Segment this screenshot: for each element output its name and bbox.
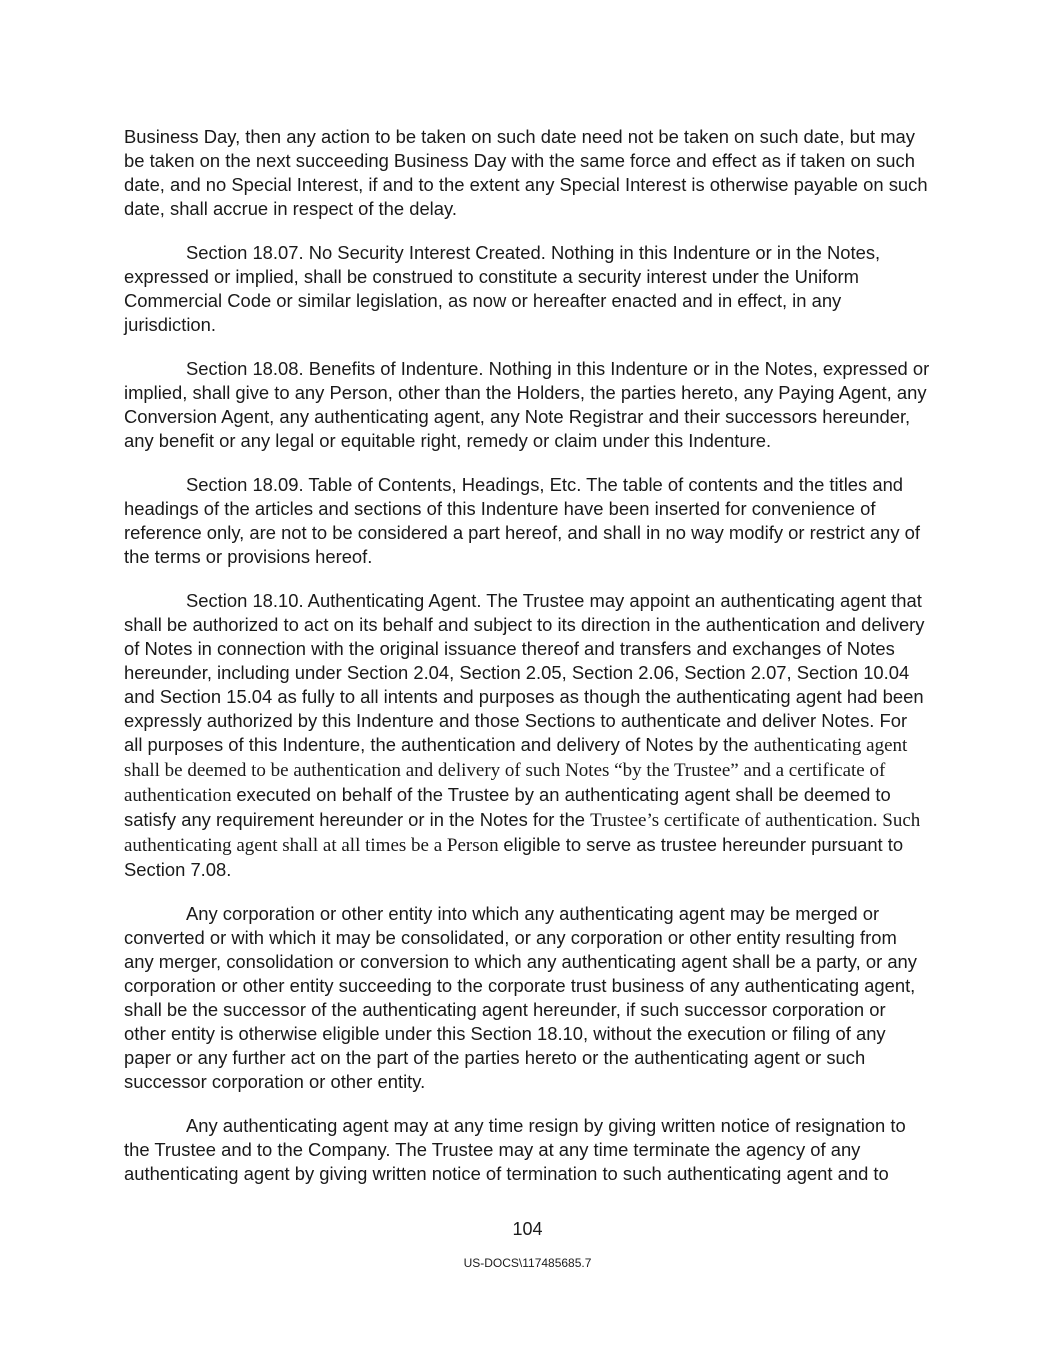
paragraph-section-18-08: Section 18.08. Benefits of Indenture. Nothing in this Indenture or in the Notes, expressed or implied, shall give to any Person, other than the Holders, the parties hereto, any Paying Agent, any Conversion Agent, any authenticating agent, any Note Registrar and their successors hereunder, any benefit or any legal or equitable right, remedy or claim under this Indenture. [124, 358, 930, 451]
segment-sans-1: Section 18.10. Authenticating Agent. The Trustee may appoint an authenticating agent that shall be authorized to act on its behalf and subject to its direction in the authentication and delivery of Notes in connection with the original issuance thereof and transfers and exchanges of Notes hereunder, including under Section 2.04, Section 2.05, Section 2.06, Section 2.07, Section 10.04 and Section 15.04 as fully to all intents and purposes as though the authenticating agent had been expressly authorized by this Indenture and those Sections to authenticate and deliver Notes. For all purposes of this Indenture, the authentication and delivery of Notes by the [124, 590, 925, 755]
segment-serif-2: Trustee’s certificate of authentication. Such authenticating agent shall at all times be a Person [124, 810, 921, 856]
document-id: US-DOCS\117485685.7 [463, 1256, 592, 1270]
body-text [124, 125, 930, 1206]
paragraph-section-18-09: Section 18.09. Table of Contents, Headings, Etc. The table of contents and the titles and headings of the articles and sections of this Indenture have been inserted for convenience of reference only, are not to be considered a part hereof, and shall in no way modify or restrict any of the terms or provisions hereof. [124, 474, 920, 567]
paragraph-continuation: Business Day, then any action to be taken on such date need not be taken on such date, but may be taken on the next succeeding Business Day with the same force and effect as if taken on such date, and no Special Interest, if and to the extent any Special Interest is otherwise payable on such date, shall accrue in respect of the delay. [124, 126, 928, 219]
segment-serif-1: authenticating agent shall be deemed to be authentication and delivery of such Notes “by the Trustee” and a certificate of authentication [124, 735, 908, 806]
paragraph-section-18-10 [124, 589, 930, 882]
paragraph-resignation: Any authenticating agent may at any time resign by giving written notice of resignation to the Trustee and to the Company. The Trustee may at any time terminate the agency of any authenticating agent by giving written notice of termination to such authenticating agent and to [124, 1115, 906, 1184]
segment-sans-3: eligible to serve as trustee hereunder pursuant to Section 7.08. [124, 834, 904, 880]
paragraph-section-18-07: Section 18.07. No Security Interest Created. Nothing in this Indenture or in the Notes, expressed or implied, shall be construed to constitute a security interest under the Uniform Commercial Code or similar legislation, as now or hereafter enacted and in effect, in any jurisdiction. [124, 242, 881, 335]
segment-sans-2: executed on behalf of the Trustee by an authenticating agent shall be deemed to satisfy any requirement hereunder or in the Notes for the [124, 784, 891, 830]
paragraph-merger-successor: Any corporation or other entity into which any authenticating agent may be merged or converted or with which it may be consolidated, or any corporation or other entity resulting from any merger, consolidation or conversion to which any authenticating agent shall be a party, or any corporation or other entity succeeding to the corporate trust business of any authenticating agent, shall be the successor of the authenticating agent hereunder, if such successor corporation or other entity is otherwise eligible under this Section 18.10, without the execution or filing of any paper or any further act on the part of the parties hereto or the authenticating agent or such successor corporation or other entity. [124, 903, 917, 1092]
page-number: 104 [512, 1219, 543, 1239]
